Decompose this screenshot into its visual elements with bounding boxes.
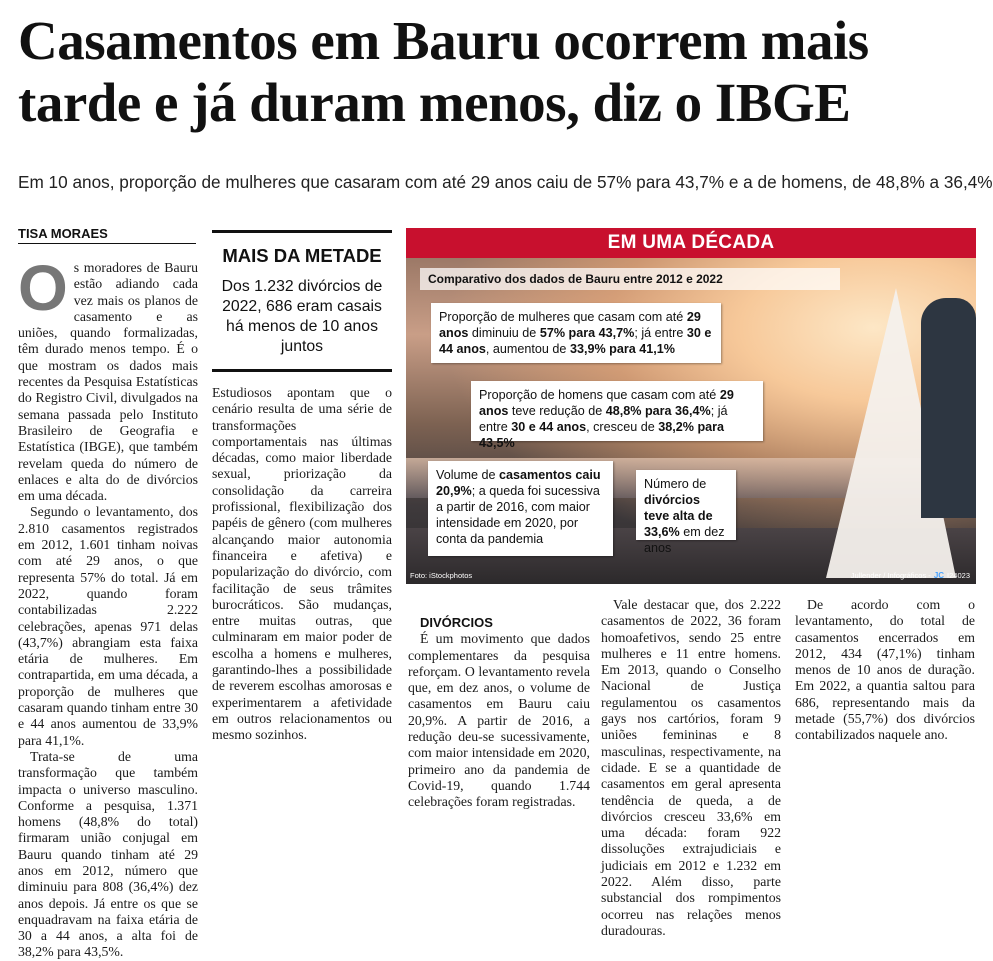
box-text: diminuiu de — [468, 326, 540, 340]
paragraph-1 — [18, 252, 198, 504]
pullquote-text: Dos 1.232 divórcios de 2022, 686 eram casais há menos de 10 anos juntos — [221, 278, 383, 355]
article-column-1 — [18, 252, 198, 961]
photo-credit: Foto: iStockphotos — [410, 571, 473, 580]
box-bold: 57% para 43,7% — [539, 326, 635, 340]
paragraph-1-text: s moradores de Bauru estão adiando cada vez mais os planos de casamento e as uniões, quando formalizadas, têm durado menos tempo. É o que mostram os dados mais recentes da Pesquisa Estatísticas do Registro Civil, divulgados na semana passada pelo Instituto Brasileiro de Geografia e Estatística (IBGE), que também revelam queda do número de enlaces e alta do de divórcios em uma década. — [18, 260, 198, 504]
infographic — [406, 228, 976, 584]
infographic-subtitle: Comparativo dos dados de Bauru entre 2012 e 2022 — [420, 268, 840, 290]
paragraph-2: Segundo o levantamento, dos 2.810 casamentos registrados em 2012, 1.601 tinham noivas com até 29 anos, o que representa 57% do total. Já em 2022, quando foram contabilizadas 2.222 celebrações, apenas 971 delas (43,7%) abrangiam esta faixa etária de mulheres. Em contrapartida, em uma década, a proporção de mulheres que casaram quando tinham entre 30 e 44 anos aumentou de 33,9% para 41,1%. — [18, 504, 198, 748]
box-text: Proporção de homens que casam com até — [479, 388, 720, 402]
box-bold: 30 e 44 anos — [439, 326, 712, 356]
section-title-divorcios: DIVÓRCIOS — [420, 615, 493, 630]
info-box-divorces — [636, 470, 736, 555]
box-text: em dez anos — [644, 525, 725, 555]
paragraph-3-text: Trata-se de uma transformação que também impacta o universo masculino. Conforme a pesquisa, 1.371 homens (48,8% do total) firmaram união conjugal em Bauru quando tinham até 29 anos em 2012, número que diminuiu para 808 (36,4%) dez anos depois. Já entre os que se enquadravam na faixa etária de 30 a 44 anos, a alta foi de 38,2% para 43,5%. — [18, 748, 198, 960]
pullquote-title: MAIS DA METADE — [222, 245, 382, 266]
byline: TISA MORAES — [18, 226, 196, 244]
info-box-women — [431, 303, 721, 363]
box-text: Volume de — [436, 468, 500, 482]
box-bold: 48,8% para 36,4% — [605, 404, 711, 418]
paragraph-5: É um movimento que dados complementares da pesquisa reforçam. O levantamento revela que, em dez anos, o volume de casamentos em Bauru caiu 20,9%. A partir de 2016, a redução deu-se sucessivamente, com maior intensidade em 2020, primeiro ano da pandemia de Covid-19, quando 1.744 celebrações foram registradas. — [408, 631, 590, 810]
box-bold: 29 anos — [479, 388, 734, 418]
dropcap: O — [18, 252, 68, 324]
jc-logo: JC — [933, 571, 945, 580]
article-column-4 — [601, 597, 781, 939]
subheadline: Em 10 anos, proporção de mulheres que casaram com até 29 anos caiu de 57% para 43,7% e a de homens, de 48,8% a 36,4% — [18, 172, 993, 192]
article-column-5 — [795, 597, 975, 744]
box-text: Número de — [644, 477, 707, 491]
headline: Casamentos em Bauru ocorrem mais tarde e já duram menos, diz o IBGE — [18, 10, 869, 133]
paragraph-7: De acordo com o levantamento, do total de casamentos encerrados em 2012, 434 (47,1%) tinham menos de 10 anos de duração. Em 2022, a quantia saltou para 686, representando mais da metade (55,7%) dos divórcios contabilizados naquele ano. — [795, 597, 975, 743]
box-bold: 38,2% para 43,5% — [479, 420, 725, 450]
box-text: ; já entre — [479, 404, 728, 434]
paragraph-4: Estudiosos apontam que o cenário resulta de uma série de transformações comportamentais nas últimas décadas, como maior liberdade sexual, priorização da consolidação da carreira profissional, flexibilização dos papéis de gênero (com mulheres alcançando maior autonomia financeira e afetiva) e popularização do divórcio, com facilitação de seus trâmites burocráticos. São mudanças, entre muitas outras, que culminaram em maior poder de escolha a homens e mulheres, garantindo-lhes a possibilidade de reverem escolhas amorosas e experimentarem a afetividade em outros relacionamentos ou mesmo sozinhos. — [212, 385, 392, 743]
infographic-banner: EM UMA DÉCADA — [406, 228, 976, 258]
box-text: ; a queda foi sucessiva a partir de 2016, com maior intensidade em 2020, por conta da pandemia — [436, 484, 600, 546]
box-bold: divórcios teve alta de 33,6% — [644, 493, 713, 539]
box-bold: casamentos caiu 20,9% — [436, 468, 601, 498]
article-column-3 — [408, 595, 590, 811]
info-box-marriages — [428, 461, 613, 556]
groom-silhouette — [921, 298, 976, 518]
box-bold: 30 e 44 anos — [511, 420, 587, 434]
box-text: ; já entre — [634, 326, 687, 340]
box-text: , aumentou de — [485, 342, 570, 356]
article-column-2 — [212, 385, 392, 744]
pullquote — [212, 230, 392, 372]
box-text: teve redução de — [508, 404, 606, 418]
info-box-men — [471, 381, 763, 450]
paragraph-3 — [18, 749, 198, 961]
paragraph-6: Vale destacar que, dos 2.222 casamentos de 2022, 36 foram homoafetivos, sendo 25 entre mulheres e 11 entre homens. Em 2013, quando o Conselho Nacional de Justiça regulamentou os casamentos gays nos cartórios, foram 9 uniões femininas e 8 masculinas, respectivamente, na cidade. E se a quantidade de casamentos em geral apresenta tendência de queda, a de divórcios cresceu 33,6% em uma década: foram 922 dissoluções extrajudiciais e judiciais em 2012 e 1.232 em 2022. Além disso, parte substancial dos rompimentos ocorreu nas relações menos duradouras. — [601, 597, 781, 938]
box-text: , cresceu de — [586, 420, 659, 434]
author-text: Jullender / Infográficos - — [850, 571, 931, 580]
infographic-code: I24023 — [947, 571, 970, 580]
box-bold: 33,9% para 41,1% — [569, 342, 675, 356]
box-bold: 29 anos — [439, 310, 701, 340]
box-text: Proporção de mulheres que casam com até — [439, 310, 687, 324]
infographic-author — [851, 571, 970, 580]
